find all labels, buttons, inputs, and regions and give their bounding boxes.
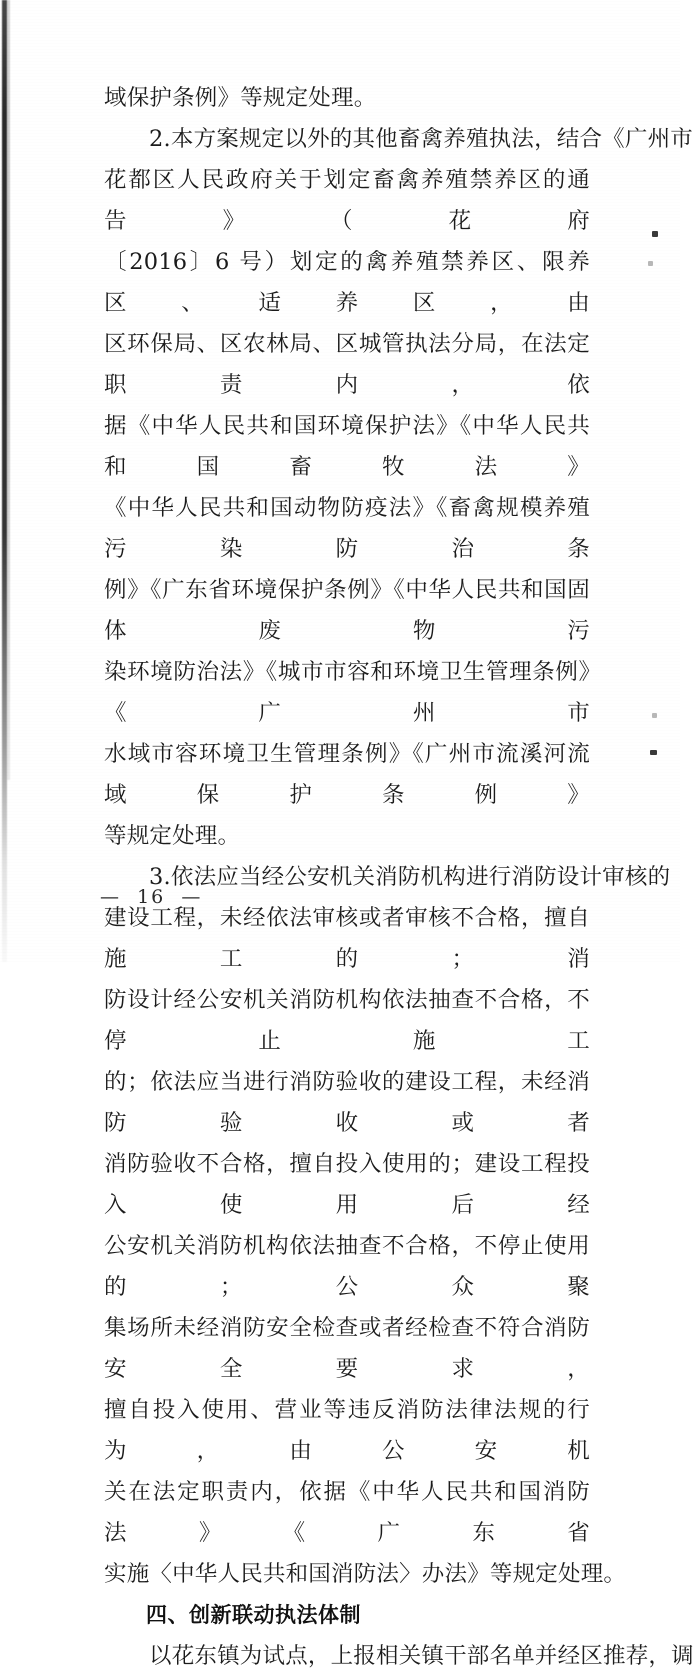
body-line: 花都区人民政府关于划定畜禽养殖禁养区的通告》（花府 (104, 167, 590, 234)
section-heading-four: 四、创新联动执法体制 (146, 1603, 361, 1627)
margin-speck-2 (648, 261, 653, 266)
body-line: 区环保局、区农林局、区城管执法分局，在法定职责内，依 (104, 331, 590, 398)
body-line: 域保护条例》等规定处理。 (104, 85, 377, 111)
body-line: 以花东镇为试点，上报相关镇干部名单并经区推荐，调 (149, 1643, 694, 1669)
body-line: 关在法定职责内，依据《中华人民共和国消防法》《广东省 (104, 1479, 590, 1546)
document-body-text (104, 78, 694, 1677)
body-line: 实施〈中华人民共和国消防法〉办法》等规定处理。 (104, 1561, 627, 1587)
body-line: 消防验收不合格，擅自投入使用的；建设工程投入使用后经 (104, 1151, 590, 1218)
body-line: 〔2016〕6 号）划定的禽养殖禁养区、限养区、适养区，由 (104, 249, 590, 316)
body-line: 公安机关消防机构依法抽查不合格，不停止使用的；公众聚 (104, 1233, 590, 1300)
margin-speck-4 (650, 750, 657, 755)
body-line: 建设工程，未经依法审核或者审核不合格，擅自施工的；消 (104, 905, 590, 972)
body-line: 防设计经公安机关消防机构依法抽查不合格，不停止施工 (104, 987, 590, 1054)
body-line: 3.依法应当经公安机关消防机构进行消防设计审核的 (149, 864, 671, 890)
margin-speck-3 (652, 713, 657, 718)
margin-speck-1 (652, 231, 658, 237)
body-line: 水域市容环境卫生管理条例》《广州市流溪河流域保护条例》 (104, 741, 590, 808)
body-line: 例》《广东省环境保护条例》《中华人民共和国固体废物污 (104, 577, 590, 644)
scan-edge-shadow-left-secondary (7, 0, 10, 780)
body-line: 2.本方案规定以外的其他畜禽养殖执法，结合《广州市 (149, 126, 693, 152)
body-line: 据《中华人民共和国环境保护法》《中华人民共和国畜牧法》 (104, 413, 590, 480)
page-number: — 16 — (100, 886, 203, 908)
body-line: 的；依法应当进行消防验收的建设工程，未经消防验收或者 (104, 1069, 590, 1136)
body-line: 集场所未经消防安全检查或者经检查不符合消防安全要求， (104, 1315, 590, 1382)
body-line: 等规定处理。 (104, 823, 241, 849)
body-line: 《中华人民共和国动物防疫法》《畜禽规模养殖污染防治条 (104, 495, 590, 562)
body-line: 染环境防治法》《城市市容和环境卫生管理条例》《广州市 (104, 659, 590, 726)
body-line: 擅自投入使用、营业等违反消防法律法规的行为，由公安机 (104, 1397, 590, 1464)
